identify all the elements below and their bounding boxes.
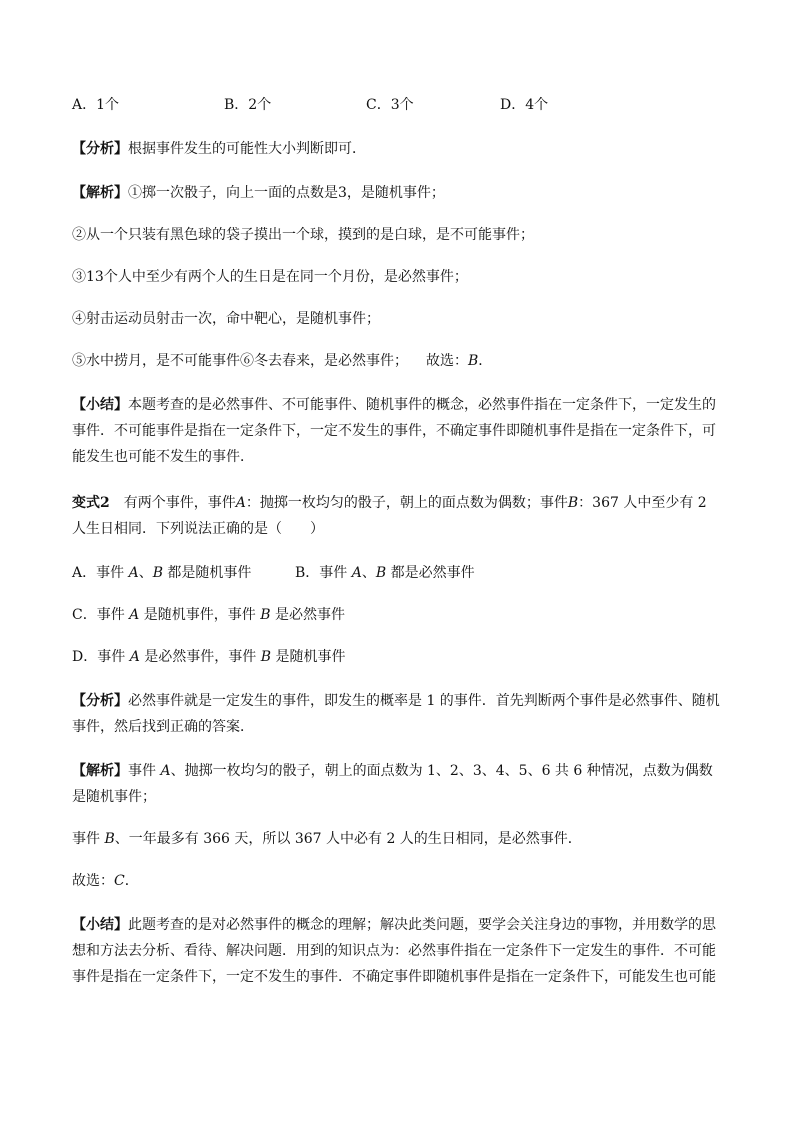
q2-analysis-tag: 【分析】 — [72, 693, 128, 709]
q2-answer-prefix: 故选： — [72, 873, 114, 889]
q1-solution-text-5: ⑤水中捞月，是不可能事件⑥冬去春来，是必然事件； — [72, 353, 408, 369]
q2-summary — [72, 912, 724, 990]
q1-solution-text-1: ①掷一次骰子，向上一面的点数是3，是随机事件； — [128, 185, 445, 201]
q1-solution-line-4: ④射击运动员射击一次，命中靶心，是随机事件； — [72, 311, 380, 327]
q2-analysis — [72, 688, 724, 740]
q2-option-d-suffix: 是随机事件 — [271, 649, 346, 665]
q2-solution-2 — [72, 826, 724, 852]
q1-analysis — [72, 136, 724, 162]
q2-option-c-suffix: 是必然事件 — [270, 607, 345, 623]
q1-solution-line-5 — [72, 348, 724, 374]
q2-option-c-var-b: B — [260, 607, 271, 623]
q2-option-d-sep: 是必然事件，事件 — [139, 649, 261, 665]
q2-stem-part-1: 有两个事件，事件 — [123, 495, 236, 511]
q1-analysis-text: 根据事件发生的可能性大小判断即可． — [128, 141, 366, 157]
q1-answer-prefix: 故选： — [426, 353, 468, 369]
q2-option-a-prefix: A．事件 — [72, 565, 129, 581]
q2-solution-2-pre: 事件 — [72, 831, 105, 847]
q2-solution-2-post: 、一年最多有 366 天，所以 367 人中必有 2 人的生日相同，是必然事件． — [114, 831, 582, 847]
q2-option-d-prefix: D．事件 — [72, 649, 130, 665]
q2-option-c-sep: 是随机事件，事件 — [139, 607, 261, 623]
q1-answer-suffix: ． — [478, 353, 493, 369]
q2-option-a-var-b: B — [152, 565, 163, 581]
q1-solution-line-2: ②从一个只装有黑色球的袋子摸出一个球，摸到的是白球，是不可能事件； — [72, 227, 534, 243]
q1-solution-line-1 — [72, 180, 724, 206]
q2-solution-1 — [72, 758, 724, 810]
q2-option-d — [72, 644, 724, 670]
document-page — [72, 92, 724, 990]
q1-solution-line-3: ③13个人中至少有两个人的生日是在同一个月份，是必然事件； — [72, 269, 468, 285]
q1-summary-text: 本题考查的是必然事件、不可能事件、随机事件的概念，必然事件指在一定条件下，一定发生的事件．不可能事件是指在一定条件下，一定不发生的事件，不确定事件即随机事件是指在一定条件下，可能发生也可能不发生的事件． — [72, 397, 716, 465]
q2-option-a-suffix: 都是随机事件 — [162, 565, 252, 581]
q2-stem — [72, 490, 724, 542]
q1-option-a: A．1个 — [72, 97, 120, 113]
q1-analysis-tag: 【分析】 — [72, 141, 128, 157]
q1-summary-tag: 【小结】 — [72, 397, 128, 413]
q1-option-c: C．3个 — [366, 97, 414, 113]
q2-summary-text: 此题考查的是对必然事件的概念的理解；解决此类问题，要学会关注身边的事物，并用数学的思想和方法去分析、看待、解决问题．用到的知识点为：必然事件指在一定条件下一定发生的事件．不可能事件是指在一定条件下，一定不发生的事件．不确定事件即随机事件是指在一定条件下，可能发生也可能 — [72, 917, 716, 985]
q1-option-b: B．2个 — [224, 97, 272, 113]
q2-option-c-prefix: C．事件 — [72, 607, 130, 623]
q2-solution-1-pre: 事件 — [128, 763, 161, 779]
q1-solution-tag: 【解析】 — [72, 185, 128, 201]
q2-option-b-suffix: 都是必然事件 — [386, 565, 475, 581]
q2-option-a — [72, 560, 295, 586]
q2-option-c-var-a: A — [129, 607, 140, 623]
q2-solution-1-post: 、抛掷一枚均匀的骰子，朝上的面点数为 1、2、3、4、5、6 共 6 种情况，点数为偶数是随机事件； — [72, 763, 713, 805]
q2-solution-1-var: A — [160, 763, 171, 779]
q2-option-a-sep: 、 — [138, 565, 153, 581]
q2-option-b-var-a: A — [351, 565, 362, 581]
q2-stem-var-b: B — [567, 495, 579, 511]
q2-summary-tag: 【小结】 — [72, 917, 128, 933]
q1-options — [72, 92, 724, 118]
q2-option-b — [295, 560, 475, 586]
q2-stem-var-a: A — [235, 495, 246, 511]
q2-answer-letter: C — [114, 873, 125, 889]
q2-analysis-text: 必然事件就是一定发生的事件，即发生的概率是 1 的事件．首先判断两个事件是必然事件、随机事件，然后找到正确的答案． — [72, 693, 720, 735]
q2-answer — [72, 868, 724, 894]
q2-solution-2-var: B — [104, 831, 115, 847]
q1-summary — [72, 392, 724, 470]
q2-option-d-var-b: B — [260, 649, 272, 665]
q2-stem-part-3: ：367 人中至少有 2 人生日相同．下列说法正确的是（ ） — [72, 495, 707, 537]
q2-option-b-prefix: B．事件 — [295, 565, 352, 581]
q1-option-d: D．4个 — [500, 97, 549, 113]
q1-answer-letter: B — [468, 353, 479, 369]
q2-option-a-var-a: A — [128, 565, 139, 581]
q2-solution-tag: 【解析】 — [72, 763, 128, 779]
q2-option-d-var-a: A — [129, 649, 140, 665]
q2-options-row-1 — [72, 560, 724, 586]
q2-option-b-sep: 、 — [361, 565, 376, 581]
q2-answer-suffix: ． — [124, 873, 139, 889]
q2-option-b-var-b: B — [375, 565, 387, 581]
q2-stem-part-2: ：抛掷一枚均匀的骰子，朝上的面点数为偶数；事件 — [245, 495, 568, 511]
q2-label: 变式2 — [72, 495, 110, 511]
q2-option-c — [72, 602, 724, 628]
